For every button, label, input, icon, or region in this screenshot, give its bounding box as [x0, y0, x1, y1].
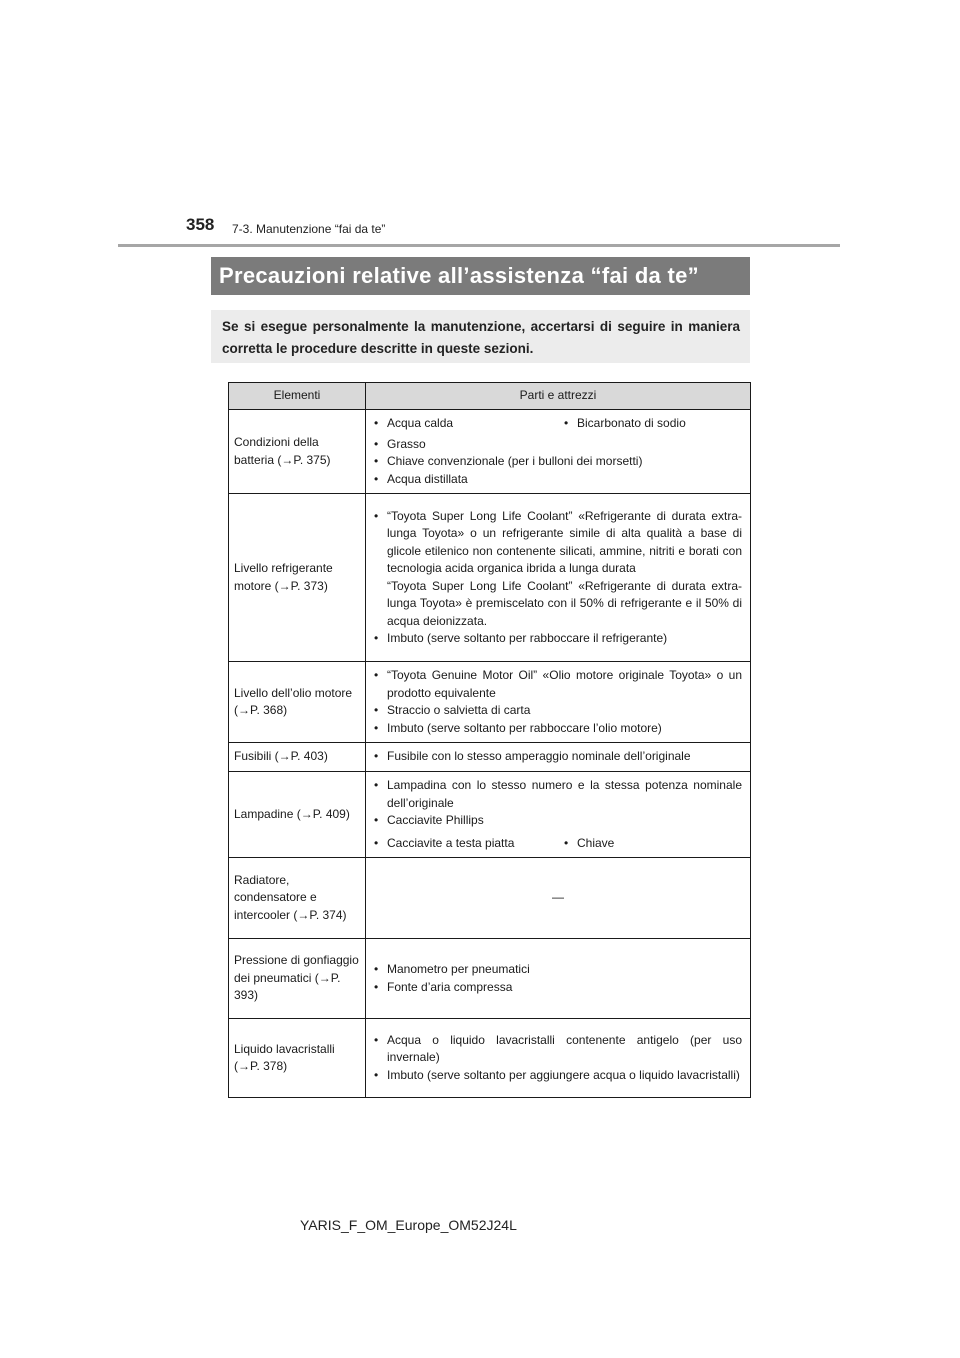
- element-cell: Condizioni della batteria (→P. 375): [229, 410, 366, 494]
- parts-cell: [366, 662, 751, 743]
- parts-cell-empty: —: [366, 858, 751, 939]
- list-item: • Chiave: [564, 835, 742, 853]
- list-item: • Cacciavite Phillips: [374, 812, 742, 830]
- element-cell: Livello refrigerante motore (→P. 373): [229, 494, 366, 662]
- list-item: • Imbuto (serve soltanto per rabboccare il refrigerante): [374, 630, 742, 648]
- document-footer: YARIS_F_OM_Europe_OM52J24L: [300, 1217, 517, 1233]
- parts-cell: [366, 939, 751, 1019]
- list-item: • “Toyota Super Long Life Coolant” «Refrigerante di durata extra-lunga Toyota» o un refrigerante simile di alta qualità a base di glicole etilenico non contenente silicati, ammine, nitriti e borati con tecnologia acida organica ibrida a lunga durata: [374, 508, 742, 578]
- list-item: • Grasso: [374, 436, 742, 454]
- page-title: Precauzioni relative all’assistenza “fai da te”: [211, 257, 750, 295]
- table-row: [229, 494, 751, 662]
- list-item: • Fonte d’aria compressa: [374, 979, 742, 997]
- page-number: 358: [186, 215, 215, 234]
- list-item: • Bicarbonato di sodio: [564, 415, 742, 433]
- element-cell: Lampadine (→P. 409): [229, 772, 366, 858]
- table-row: [229, 743, 751, 772]
- element-cell: Liquido lavacristalli (→P. 378): [229, 1019, 366, 1098]
- list-item: • Imbuto (serve soltanto per aggiungere acqua o liquido lavacristalli): [374, 1067, 742, 1085]
- table-row: [229, 1019, 751, 1098]
- list-item: • Manometro per pneumatici: [374, 961, 742, 979]
- element-cell: Fusibili (→P. 403): [229, 743, 366, 772]
- parts-cell: [366, 743, 751, 772]
- column-header-parts: Parti e attrezzi: [366, 383, 751, 410]
- element-cell: Radiatore, condensatore e intercooler (→P. 374): [229, 858, 366, 939]
- element-cell: Livello dell’olio motore (→P. 368): [229, 662, 366, 743]
- header-rule: [118, 244, 840, 247]
- section-label: 7-3. Manutenzione “fai da te”: [232, 222, 386, 236]
- list-item: • Cacciavite a testa piatta: [374, 835, 564, 853]
- element-cell: Pressione di gonfiaggio dei pneumatici (→P. 393): [229, 939, 366, 1019]
- list-item: • Lampadina con lo stesso numero e la stessa potenza nominale dell’originale: [374, 777, 742, 812]
- table-row: [229, 410, 751, 494]
- intro-box: [211, 310, 750, 363]
- list-item: • Acqua calda: [374, 415, 564, 433]
- table-row: [229, 858, 751, 939]
- item-pair: [374, 835, 742, 853]
- parts-cell: [366, 410, 751, 494]
- list-item: • Imbuto (serve soltanto per rabboccare l’olio motore): [374, 720, 742, 738]
- list-item: • Acqua distillata: [374, 471, 742, 489]
- table-header-row: [229, 383, 751, 410]
- list-item: • Fusibile con lo stesso amperaggio nominale dell’originale: [374, 748, 742, 766]
- maintenance-table: [228, 382, 751, 1098]
- list-item: • Acqua o liquido lavacristalli contenente antigelo (per uso invernale): [374, 1032, 742, 1067]
- intro-text: Se si esegue personalmente la manutenzione, accertarsi di seguire in maniera corretta le procedure descritte in queste sezioni.: [222, 319, 740, 356]
- table-row: [229, 772, 751, 858]
- parts-cell: [366, 772, 751, 858]
- list-item: • Chiave convenzionale (per i bulloni dei morsetti): [374, 453, 742, 471]
- parts-cell: [366, 1019, 751, 1098]
- parts-cell: [366, 494, 751, 662]
- column-header-elements: Elementi: [229, 383, 366, 410]
- list-item: • “Toyota Genuine Motor Oil” «Olio motore originale Toyota» o un prodotto equivalente: [374, 667, 742, 702]
- table-row: [229, 662, 751, 743]
- item-pair: [374, 415, 742, 433]
- table-row: [229, 939, 751, 1019]
- list-item: • Straccio o salvietta di carta: [374, 702, 742, 720]
- coolant-note: “Toyota Super Long Life Coolant” «Refrigerante di durata extra-lunga Toyota» è premiscelato con il 50% di refrigerante e il 50% di acqua deionizzata.: [387, 578, 742, 628]
